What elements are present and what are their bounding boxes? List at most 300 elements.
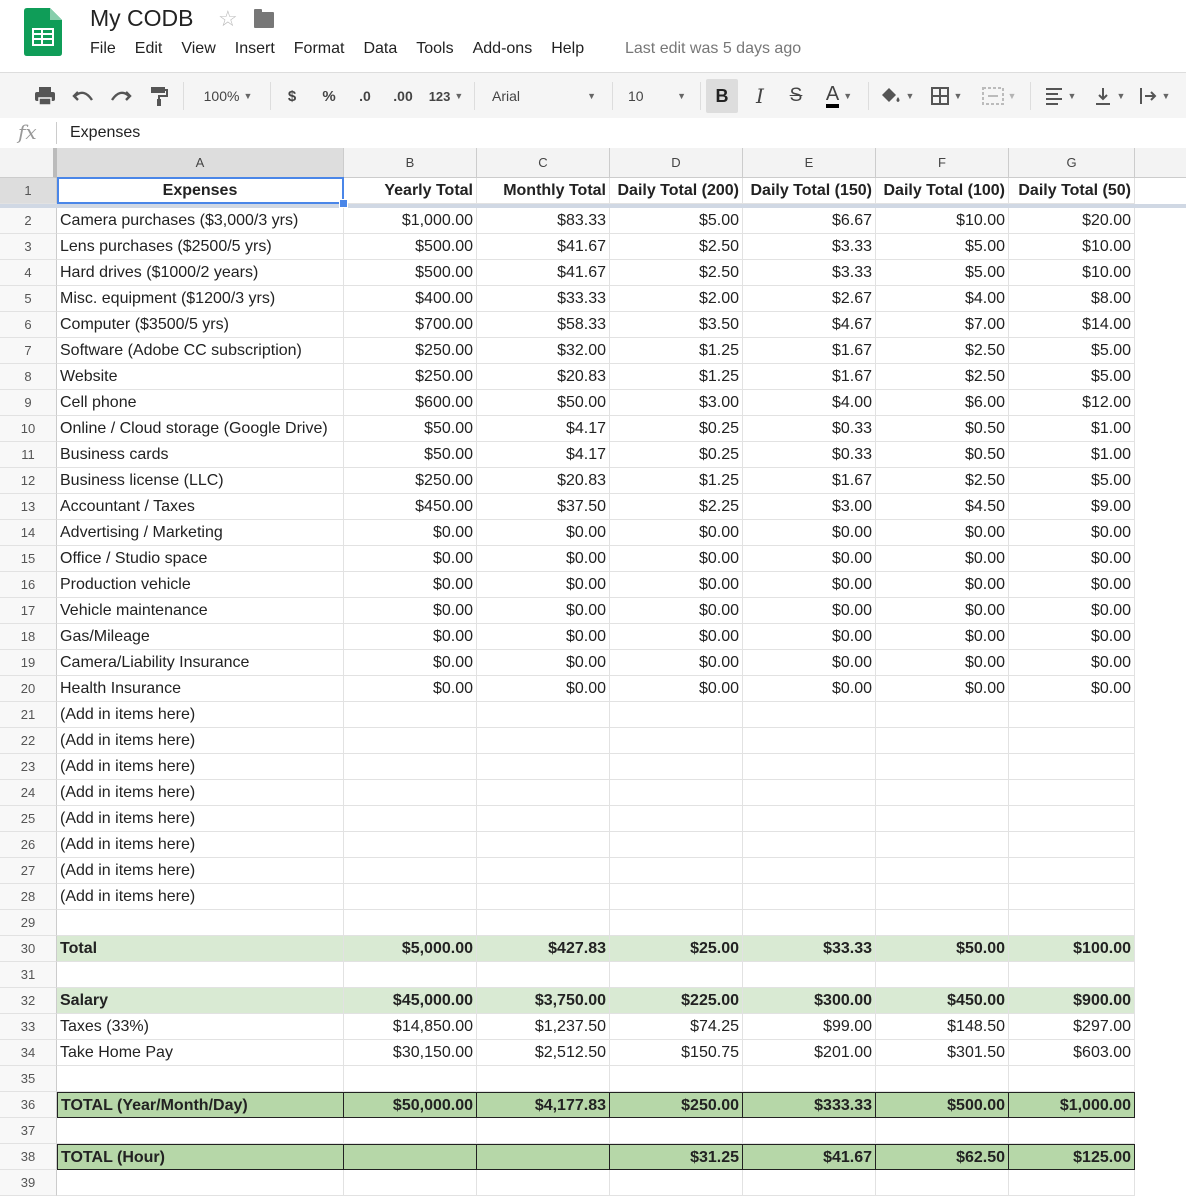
cell-e4[interactable]: $3.33 (743, 260, 876, 286)
cell-c23[interactable] (477, 754, 610, 780)
cell-e34[interactable]: $201.00 (743, 1040, 876, 1066)
cell-b22[interactable] (344, 728, 477, 754)
cell-a33[interactable]: Taxes (33%) (57, 1014, 344, 1040)
cell-c22[interactable] (477, 728, 610, 754)
cell-d30[interactable]: $25.00 (610, 936, 743, 962)
cell-e31[interactable] (743, 962, 876, 988)
increase-decimal-button[interactable]: .00 (393, 88, 413, 104)
cell-d23[interactable] (610, 754, 743, 780)
cell-d7[interactable]: $1.25 (610, 338, 743, 364)
row-header[interactable]: 35 (0, 1066, 57, 1092)
menu-file[interactable]: File (90, 40, 116, 57)
row-header[interactable]: 14 (0, 520, 57, 546)
cell-b5[interactable]: $400.00 (344, 286, 477, 312)
cell-d14[interactable]: $0.00 (610, 520, 743, 546)
cell-d36[interactable]: $250.00 (610, 1092, 743, 1118)
cell-f39[interactable] (876, 1170, 1009, 1196)
cell-g15[interactable]: $0.00 (1009, 546, 1135, 572)
cell-d27[interactable] (610, 858, 743, 884)
cell-c30[interactable]: $427.83 (477, 936, 610, 962)
cell-g16[interactable]: $0.00 (1009, 572, 1135, 598)
cell-f1[interactable]: Daily Total (100) (876, 178, 1009, 204)
cell-a20[interactable]: Health Insurance (57, 676, 344, 702)
cell-g13[interactable]: $9.00 (1009, 494, 1135, 520)
cell-b12[interactable]: $250.00 (344, 468, 477, 494)
cell-b34[interactable]: $30,150.00 (344, 1040, 477, 1066)
cell-f21[interactable] (876, 702, 1009, 728)
cell-b30[interactable]: $5,000.00 (344, 936, 477, 962)
cell-g29[interactable] (1009, 910, 1135, 936)
cell-c35[interactable] (477, 1066, 610, 1092)
cell-b38[interactable] (344, 1144, 477, 1170)
cell-f23[interactable] (876, 754, 1009, 780)
row-header[interactable]: 4 (0, 260, 57, 286)
merge-cells-icon[interactable]: ▼ (974, 73, 1024, 119)
cell-b25[interactable] (344, 806, 477, 832)
cell-f15[interactable]: $0.00 (876, 546, 1009, 572)
cell-b4[interactable]: $500.00 (344, 260, 477, 286)
cell-d35[interactable] (610, 1066, 743, 1092)
cell-b20[interactable]: $0.00 (344, 676, 477, 702)
cell-d13[interactable]: $2.25 (610, 494, 743, 520)
cell-a21[interactable]: (Add in items here) (57, 702, 344, 728)
cell-a23[interactable]: (Add in items here) (57, 754, 344, 780)
cell-f4[interactable]: $5.00 (876, 260, 1009, 286)
menu-tools[interactable]: Tools (416, 40, 454, 57)
cell-a2[interactable]: Camera purchases ($3,000/3 yrs) (57, 208, 344, 234)
cell-f2[interactable]: $10.00 (876, 208, 1009, 234)
row-header[interactable]: 36 (0, 1092, 57, 1118)
last-edit-link[interactable]: Last edit was 5 days ago (625, 40, 802, 57)
cell-b10[interactable]: $50.00 (344, 416, 477, 442)
cell-e37[interactable] (743, 1118, 876, 1144)
cell-e32[interactable]: $300.00 (743, 988, 876, 1014)
cell-g4[interactable]: $10.00 (1009, 260, 1135, 286)
cell-d12[interactable]: $1.25 (610, 468, 743, 494)
cell-b24[interactable] (344, 780, 477, 806)
cell-f13[interactable]: $4.50 (876, 494, 1009, 520)
cell-g11[interactable]: $1.00 (1009, 442, 1135, 468)
cell-f19[interactable]: $0.00 (876, 650, 1009, 676)
row-header[interactable]: 21 (0, 702, 57, 728)
cell-f35[interactable] (876, 1066, 1009, 1092)
cell-f17[interactable]: $0.00 (876, 598, 1009, 624)
cell-f28[interactable] (876, 884, 1009, 910)
column-header-e[interactable]: E (743, 148, 876, 178)
row-header[interactable]: 26 (0, 832, 57, 858)
formula-input[interactable]: Expenses (70, 124, 141, 141)
cell-a26[interactable]: (Add in items here) (57, 832, 344, 858)
cell-a16[interactable]: Production vehicle (57, 572, 344, 598)
fill-color-icon[interactable]: ▼ (876, 73, 918, 119)
cell-d9[interactable]: $3.00 (610, 390, 743, 416)
cell-g33[interactable]: $297.00 (1009, 1014, 1135, 1040)
cell-d31[interactable] (610, 962, 743, 988)
cell-c8[interactable]: $20.83 (477, 364, 610, 390)
cell-g38[interactable]: $125.00 (1009, 1144, 1135, 1170)
cell-a30[interactable]: Total (57, 936, 344, 962)
cell-a19[interactable]: Camera/Liability Insurance (57, 650, 344, 676)
cell-b23[interactable] (344, 754, 477, 780)
cell-b18[interactable]: $0.00 (344, 624, 477, 650)
row-header[interactable]: 18 (0, 624, 57, 650)
cell-b8[interactable]: $250.00 (344, 364, 477, 390)
row-header[interactable]: 20 (0, 676, 57, 702)
cell-g14[interactable]: $0.00 (1009, 520, 1135, 546)
cell-d28[interactable] (610, 884, 743, 910)
cell-e14[interactable]: $0.00 (743, 520, 876, 546)
row-header[interactable]: 6 (0, 312, 57, 338)
cell-a3[interactable]: Lens purchases ($2500/5 yrs) (57, 234, 344, 260)
cell-e7[interactable]: $1.67 (743, 338, 876, 364)
cell-d33[interactable]: $74.25 (610, 1014, 743, 1040)
cell-d25[interactable] (610, 806, 743, 832)
cell-f38[interactable]: $62.50 (876, 1144, 1009, 1170)
cell-b28[interactable] (344, 884, 477, 910)
zoom-select[interactable]: 100% ▼ (203, 88, 253, 104)
cell-e5[interactable]: $2.67 (743, 286, 876, 312)
cell-f29[interactable] (876, 910, 1009, 936)
cell-a24[interactable]: (Add in items here) (57, 780, 344, 806)
cell-a17[interactable]: Vehicle maintenance (57, 598, 344, 624)
menu-data[interactable]: Data (363, 40, 398, 57)
sheets-logo-icon[interactable] (24, 8, 62, 56)
cell-d18[interactable]: $0.00 (610, 624, 743, 650)
cell-b6[interactable]: $700.00 (344, 312, 477, 338)
menu-format[interactable]: Format (293, 40, 345, 57)
cell-g26[interactable] (1009, 832, 1135, 858)
cell-g8[interactable]: $5.00 (1009, 364, 1135, 390)
borders-icon[interactable]: ▼ (924, 73, 968, 119)
cell-c2[interactable]: $83.33 (477, 208, 610, 234)
cell-c7[interactable]: $32.00 (477, 338, 610, 364)
cell-c6[interactable]: $58.33 (477, 312, 610, 338)
select-all-corner[interactable] (0, 148, 57, 178)
cell-c39[interactable] (477, 1170, 610, 1196)
print-icon[interactable] (30, 73, 60, 119)
text-wrap-icon[interactable]: ▼ (1134, 73, 1174, 119)
cell-b26[interactable] (344, 832, 477, 858)
cell-f8[interactable]: $2.50 (876, 364, 1009, 390)
cell-g22[interactable] (1009, 728, 1135, 754)
font-size-select[interactable]: 10 ▼ (628, 88, 686, 104)
column-header-f[interactable]: F (876, 148, 1009, 178)
cell-d1[interactable]: Daily Total (200) (610, 178, 743, 204)
cell-a32[interactable]: Salary (57, 988, 344, 1014)
row-header[interactable]: 32 (0, 988, 57, 1014)
cell-f7[interactable]: $2.50 (876, 338, 1009, 364)
percent-button[interactable]: % (322, 87, 336, 105)
cell-b39[interactable] (344, 1170, 477, 1196)
cell-d22[interactable] (610, 728, 743, 754)
cell-d10[interactable]: $0.25 (610, 416, 743, 442)
cell-c29[interactable] (477, 910, 610, 936)
cell-g6[interactable]: $14.00 (1009, 312, 1135, 338)
cell-g17[interactable]: $0.00 (1009, 598, 1135, 624)
cell-c5[interactable]: $33.33 (477, 286, 610, 312)
cell-e11[interactable]: $0.33 (743, 442, 876, 468)
cell-a38[interactable]: TOTAL (Hour) (57, 1144, 344, 1170)
cell-a15[interactable]: Office / Studio space (57, 546, 344, 572)
cell-c34[interactable]: $2,512.50 (477, 1040, 610, 1066)
cell-d4[interactable]: $2.50 (610, 260, 743, 286)
cell-g2[interactable]: $20.00 (1009, 208, 1135, 234)
cell-c9[interactable]: $50.00 (477, 390, 610, 416)
cell-f3[interactable]: $5.00 (876, 234, 1009, 260)
cell-d34[interactable]: $150.75 (610, 1040, 743, 1066)
row-header[interactable]: 17 (0, 598, 57, 624)
cell-e23[interactable] (743, 754, 876, 780)
cell-b21[interactable] (344, 702, 477, 728)
cell-f31[interactable] (876, 962, 1009, 988)
cell-c25[interactable] (477, 806, 610, 832)
row-header[interactable]: 25 (0, 806, 57, 832)
cell-g21[interactable] (1009, 702, 1135, 728)
cell-a9[interactable]: Cell phone (57, 390, 344, 416)
row-header[interactable]: 23 (0, 754, 57, 780)
cell-f25[interactable] (876, 806, 1009, 832)
fill-handle[interactable] (339, 199, 348, 208)
column-header-b[interactable]: B (344, 148, 477, 178)
cell-e33[interactable]: $99.00 (743, 1014, 876, 1040)
cell-d11[interactable]: $0.25 (610, 442, 743, 468)
cell-e15[interactable]: $0.00 (743, 546, 876, 572)
cell-f36[interactable]: $500.00 (876, 1092, 1009, 1118)
cell-g25[interactable] (1009, 806, 1135, 832)
cell-c36[interactable]: $4,177.83 (477, 1092, 610, 1118)
cell-e2[interactable]: $6.67 (743, 208, 876, 234)
cell-b32[interactable]: $45,000.00 (344, 988, 477, 1014)
cell-c19[interactable]: $0.00 (477, 650, 610, 676)
cell-c24[interactable] (477, 780, 610, 806)
cell-d37[interactable] (610, 1118, 743, 1144)
cell-e27[interactable] (743, 858, 876, 884)
cell-c37[interactable] (477, 1118, 610, 1144)
cell-d5[interactable]: $2.00 (610, 286, 743, 312)
cell-c17[interactable]: $0.00 (477, 598, 610, 624)
redo-icon[interactable] (106, 73, 136, 119)
cell-b1[interactable]: Yearly Total (344, 178, 477, 204)
cell-a4[interactable]: Hard drives ($1000/2 years) (57, 260, 344, 286)
cell-c1[interactable]: Monthly Total (477, 178, 610, 204)
cell-e22[interactable] (743, 728, 876, 754)
cell-g35[interactable] (1009, 1066, 1135, 1092)
cell-c18[interactable]: $0.00 (477, 624, 610, 650)
cell-e9[interactable]: $4.00 (743, 390, 876, 416)
column-header-g[interactable]: G (1009, 148, 1135, 178)
cell-f37[interactable] (876, 1118, 1009, 1144)
cell-a11[interactable]: Business cards (57, 442, 344, 468)
cell-a28[interactable]: (Add in items here) (57, 884, 344, 910)
cell-c13[interactable]: $37.50 (477, 494, 610, 520)
row-header[interactable]: 28 (0, 884, 57, 910)
cell-a37[interactable] (57, 1118, 344, 1144)
cell-b15[interactable]: $0.00 (344, 546, 477, 572)
row-header[interactable]: 5 (0, 286, 57, 312)
document-title[interactable]: My CODB (90, 5, 194, 31)
cell-a12[interactable]: Business license (LLC) (57, 468, 344, 494)
cell-c14[interactable]: $0.00 (477, 520, 610, 546)
cell-f33[interactable]: $148.50 (876, 1014, 1009, 1040)
row-header[interactable]: 7 (0, 338, 57, 364)
cell-g18[interactable]: $0.00 (1009, 624, 1135, 650)
cell-a14[interactable]: Advertising / Marketing (57, 520, 344, 546)
cell-b9[interactable]: $600.00 (344, 390, 477, 416)
cell-b11[interactable]: $50.00 (344, 442, 477, 468)
column-header-d[interactable]: D (610, 148, 743, 178)
cell-a8[interactable]: Website (57, 364, 344, 390)
cell-b19[interactable]: $0.00 (344, 650, 477, 676)
cell-f12[interactable]: $2.50 (876, 468, 1009, 494)
cell-e25[interactable] (743, 806, 876, 832)
row-header[interactable]: 3 (0, 234, 57, 260)
cell-a7[interactable]: Software (Adobe CC subscription) (57, 338, 344, 364)
cell-f18[interactable]: $0.00 (876, 624, 1009, 650)
cell-c10[interactable]: $4.17 (477, 416, 610, 442)
row-header[interactable]: 13 (0, 494, 57, 520)
cell-c28[interactable] (477, 884, 610, 910)
cell-a18[interactable]: Gas/Mileage (57, 624, 344, 650)
cell-c11[interactable]: $4.17 (477, 442, 610, 468)
cell-c38[interactable] (477, 1144, 610, 1170)
cell-b36[interactable]: $50,000.00 (344, 1092, 477, 1118)
column-header-c[interactable]: C (477, 148, 610, 178)
cell-d39[interactable] (610, 1170, 743, 1196)
cell-c16[interactable]: $0.00 (477, 572, 610, 598)
cell-a36[interactable]: TOTAL (Year/Month/Day) (57, 1092, 344, 1118)
cell-e17[interactable]: $0.00 (743, 598, 876, 624)
cell-a25[interactable]: (Add in items here) (57, 806, 344, 832)
cell-e29[interactable] (743, 910, 876, 936)
cell-d2[interactable]: $5.00 (610, 208, 743, 234)
cell-c4[interactable]: $41.67 (477, 260, 610, 286)
cell-e20[interactable]: $0.00 (743, 676, 876, 702)
cell-d32[interactable]: $225.00 (610, 988, 743, 1014)
cell-a10[interactable]: Online / Cloud storage (Google Drive) (57, 416, 344, 442)
row-header[interactable]: 33 (0, 1014, 57, 1040)
cell-d26[interactable] (610, 832, 743, 858)
cell-e35[interactable] (743, 1066, 876, 1092)
menu-view[interactable]: View (181, 40, 216, 57)
cell-f32[interactable]: $450.00 (876, 988, 1009, 1014)
cell-d6[interactable]: $3.50 (610, 312, 743, 338)
cell-c32[interactable]: $3,750.00 (477, 988, 610, 1014)
cell-a13[interactable]: Accountant / Taxes (57, 494, 344, 520)
text-color-button[interactable]: A ▼ (816, 73, 862, 119)
folder-icon[interactable] (254, 12, 274, 28)
cell-g7[interactable]: $5.00 (1009, 338, 1135, 364)
cell-a5[interactable]: Misc. equipment ($1200/3 yrs) (57, 286, 344, 312)
cell-g28[interactable] (1009, 884, 1135, 910)
cell-b27[interactable] (344, 858, 477, 884)
frozen-row-divider[interactable] (0, 204, 1186, 208)
row-header[interactable]: 38 (0, 1144, 57, 1170)
cell-a35[interactable] (57, 1066, 344, 1092)
menu-help[interactable]: Help (551, 40, 585, 57)
cell-g34[interactable]: $603.00 (1009, 1040, 1135, 1066)
row-header[interactable]: 29 (0, 910, 57, 936)
cell-d15[interactable]: $0.00 (610, 546, 743, 572)
cell-f11[interactable]: $0.50 (876, 442, 1009, 468)
cell-e21[interactable] (743, 702, 876, 728)
bold-button[interactable]: B (706, 79, 738, 113)
cell-b37[interactable] (344, 1118, 477, 1144)
cell-b2[interactable]: $1,000.00 (344, 208, 477, 234)
paint-format-icon[interactable] (144, 73, 174, 119)
cell-f9[interactable]: $6.00 (876, 390, 1009, 416)
cell-d29[interactable] (610, 910, 743, 936)
row-header[interactable]: 39 (0, 1170, 57, 1196)
cell-c26[interactable] (477, 832, 610, 858)
cell-d8[interactable]: $1.25 (610, 364, 743, 390)
cell-b17[interactable]: $0.00 (344, 598, 477, 624)
cell-e28[interactable] (743, 884, 876, 910)
cell-e38[interactable]: $41.67 (743, 1144, 876, 1170)
cell-d17[interactable]: $0.00 (610, 598, 743, 624)
cell-f30[interactable]: $50.00 (876, 936, 1009, 962)
cell-f5[interactable]: $4.00 (876, 286, 1009, 312)
cell-c31[interactable] (477, 962, 610, 988)
row-header[interactable]: 19 (0, 650, 57, 676)
menu-insert[interactable]: Insert (234, 40, 275, 57)
cell-a1[interactable]: Expenses (57, 178, 344, 204)
cell-b31[interactable] (344, 962, 477, 988)
cell-f22[interactable] (876, 728, 1009, 754)
row-header[interactable]: 22 (0, 728, 57, 754)
cell-f27[interactable] (876, 858, 1009, 884)
cell-e24[interactable] (743, 780, 876, 806)
cell-g37[interactable] (1009, 1118, 1135, 1144)
cell-f14[interactable]: $0.00 (876, 520, 1009, 546)
row-header[interactable]: 8 (0, 364, 57, 390)
row-header[interactable]: 2 (0, 208, 57, 234)
cell-e3[interactable]: $3.33 (743, 234, 876, 260)
row-header[interactable]: 16 (0, 572, 57, 598)
star-icon[interactable]: ☆ (218, 6, 238, 31)
cell-d3[interactable]: $2.50 (610, 234, 743, 260)
cell-a34[interactable]: Take Home Pay (57, 1040, 344, 1066)
cell-d21[interactable] (610, 702, 743, 728)
italic-button[interactable]: I (756, 84, 764, 108)
row-header[interactable]: 10 (0, 416, 57, 442)
cell-e16[interactable]: $0.00 (743, 572, 876, 598)
cell-e6[interactable]: $4.67 (743, 312, 876, 338)
cell-g3[interactable]: $10.00 (1009, 234, 1135, 260)
cell-d20[interactable]: $0.00 (610, 676, 743, 702)
menu-edit[interactable]: Edit (134, 40, 163, 57)
cell-g23[interactable] (1009, 754, 1135, 780)
cell-a31[interactable] (57, 962, 344, 988)
cell-e36[interactable]: $333.33 (743, 1092, 876, 1118)
row-header[interactable]: 34 (0, 1040, 57, 1066)
menu-addons[interactable]: Add-ons (472, 40, 533, 57)
currency-button[interactable]: $ (287, 87, 297, 105)
cell-b35[interactable] (344, 1066, 477, 1092)
cell-g12[interactable]: $5.00 (1009, 468, 1135, 494)
row-header[interactable]: 1 (0, 178, 57, 204)
cell-b16[interactable]: $0.00 (344, 572, 477, 598)
cell-g36[interactable]: $1,000.00 (1009, 1092, 1135, 1118)
cell-d24[interactable] (610, 780, 743, 806)
row-header[interactable]: 31 (0, 962, 57, 988)
row-header[interactable]: 24 (0, 780, 57, 806)
cell-g24[interactable] (1009, 780, 1135, 806)
row-header[interactable]: 30 (0, 936, 57, 962)
cell-a22[interactable]: (Add in items here) (57, 728, 344, 754)
cell-g5[interactable]: $8.00 (1009, 286, 1135, 312)
decrease-decimal-button[interactable]: .0 (359, 88, 371, 104)
cell-c12[interactable]: $20.83 (477, 468, 610, 494)
